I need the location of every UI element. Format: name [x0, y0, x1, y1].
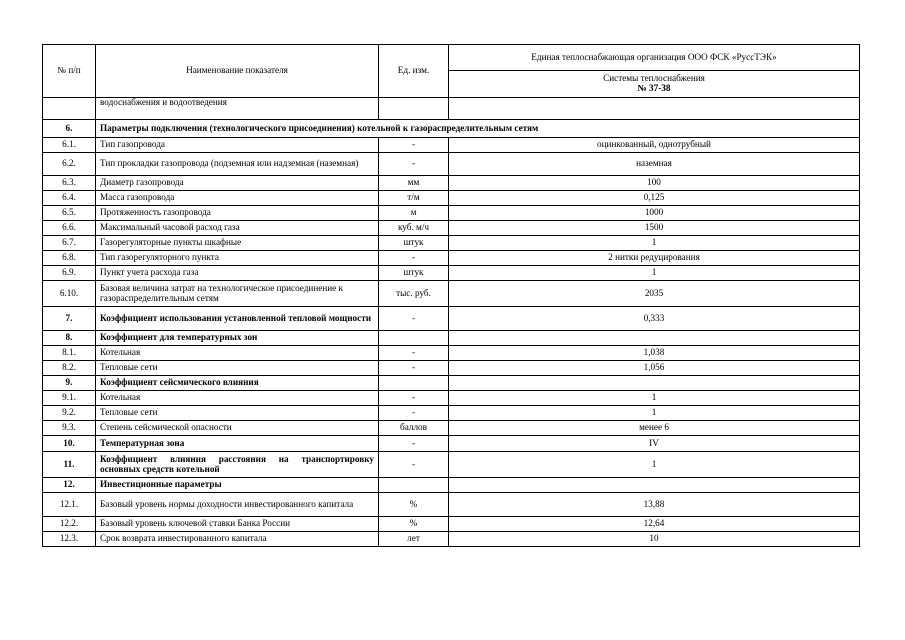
row-name: Срок возврата инвестированного капитала: [96, 532, 379, 547]
row-unit: -: [379, 391, 449, 406]
row-value: 1,038: [449, 346, 860, 361]
row-value: 1: [449, 266, 860, 281]
parameters-table: [42, 44, 860, 547]
section-row-6: 6. Параметры подключения (технологического присоединения) котельной к газораспределительным сетям: [43, 120, 860, 138]
section-title-6: Параметры подключения (технологического присоединения) котельной к газораспределительным сетям: [96, 120, 860, 138]
table-row-7: 7. Коэффициент использования установленной тепловой мощности - 0,333: [43, 307, 860, 331]
row-number: 6.9.: [43, 266, 96, 281]
row-number: 6.8.: [43, 251, 96, 266]
section-title-8: Коэффициент для температурных зон: [96, 331, 379, 346]
row-value: 12,64: [449, 517, 860, 532]
row-name: Базовый уровень ключевой ставки Банка России: [96, 517, 379, 532]
row-name: Тип прокладки газопровода (подземная или надземная (наземная): [96, 153, 379, 176]
row-unit: мм: [379, 176, 449, 191]
section-row-9: 9. Коэффициент сейсмического влияния: [43, 376, 860, 391]
row-name: Газорегуляторные пункты шкафные: [96, 236, 379, 251]
row-number: 6.5.: [43, 206, 96, 221]
row-value: 100: [449, 176, 860, 191]
row-value: оцинкованный, однотрубный: [449, 138, 860, 153]
row-number: 8.1.: [43, 346, 96, 361]
table-row: [43, 206, 860, 221]
row-unit: -: [379, 138, 449, 153]
table-row: [43, 153, 860, 176]
row-name: Степень сейсмической опасности: [96, 421, 379, 436]
table-row: [43, 176, 860, 191]
row-unit: %: [379, 493, 449, 517]
section-row-8: 8. Коэффициент для температурных зон: [43, 331, 860, 346]
row-value: 13,88: [449, 493, 860, 517]
row-name: Тип газорегуляторного пункта: [96, 251, 379, 266]
row-unit: лет: [379, 532, 449, 547]
row-value: менее 6: [449, 421, 860, 436]
row-number: 6.6.: [43, 221, 96, 236]
row-value: 1: [449, 406, 860, 421]
row-unit: %: [379, 517, 449, 532]
table-row: [43, 517, 860, 532]
row-unit: тыс. руб.: [379, 281, 449, 307]
table-row: [43, 266, 860, 281]
row-value: 1,056: [449, 361, 860, 376]
row-number: 6.2.: [43, 153, 96, 176]
row-value: 2035: [449, 281, 860, 307]
row-unit: т/м: [379, 191, 449, 206]
header-systems-label: Системы теплоснабжения: [603, 73, 705, 84]
row-name: Тепловые сети: [96, 406, 379, 421]
rows-section-9: [43, 391, 860, 436]
row-number: 12.2.: [43, 517, 96, 532]
row-name: Базовая величина затрат на технологическое присоединение к газораспределительным сетям: [96, 281, 379, 307]
row-name: Пункт учета расхода газа: [96, 266, 379, 281]
row-name: Протяженность газопровода: [96, 206, 379, 221]
header-name: Наименование показателя: [96, 45, 379, 98]
row-name: Котельная: [96, 346, 379, 361]
row-value: 0,125: [449, 191, 860, 206]
table-row: [43, 221, 860, 236]
table-row: [43, 251, 860, 266]
row-unit: -: [379, 361, 449, 376]
header-org: Единая теплоснабжающая организация ООО ФСК «РуссТЭК»: [449, 45, 860, 71]
row-value: 2 нитки редуцирования: [449, 251, 860, 266]
table-row: [43, 406, 860, 421]
table-row-carryover: [43, 98, 860, 120]
table-row-11: 11. Коэффициент влияния расстояния на транспортировку основных средств котельной - 1: [43, 452, 860, 478]
row-name: Котельная: [96, 391, 379, 406]
table-row: [43, 191, 860, 206]
row-unit: -: [379, 346, 449, 361]
table-row: [43, 346, 860, 361]
table-row: [43, 493, 860, 517]
header-unit: Ед. изм.: [379, 45, 449, 98]
table-row-10: 10. Температурная зона - IV: [43, 436, 860, 452]
rows-section-12: [43, 493, 860, 547]
row-name: Тепловые сети: [96, 361, 379, 376]
row-number: 8.2.: [43, 361, 96, 376]
table-row: [43, 532, 860, 547]
row-name: Максимальный часовой расход газа: [96, 221, 379, 236]
row-value: 1000: [449, 206, 860, 221]
row-unit: куб. м/ч: [379, 221, 449, 236]
row-number: 9.3.: [43, 421, 96, 436]
row-name: Тип газопровода: [96, 138, 379, 153]
row-value: наземная: [449, 153, 860, 176]
row-name: Диаметр газопровода: [96, 176, 379, 191]
row-value: 1: [449, 391, 860, 406]
header-systems-number: № 37-38: [637, 83, 671, 93]
row-unit: баллов: [379, 421, 449, 436]
row-number: 6.3.: [43, 176, 96, 191]
section-title-9: Коэффициент сейсмического влияния: [96, 376, 379, 391]
section-row-12: 12. Инвестиционные параметры: [43, 478, 860, 493]
rows-section-6: [43, 138, 860, 307]
row-number: 6.1.: [43, 138, 96, 153]
row-unit: м: [379, 206, 449, 221]
row-number: 9.1.: [43, 391, 96, 406]
row-name: Масса газопровода: [96, 191, 379, 206]
table-row: [43, 236, 860, 251]
row-unit: -: [379, 406, 449, 421]
table-row: [43, 361, 860, 376]
row-number: 9.2.: [43, 406, 96, 421]
rows-section-8: [43, 346, 860, 376]
row-number: 6.4.: [43, 191, 96, 206]
section-title-12: Инвестиционные параметры: [96, 478, 379, 493]
table-row: [43, 391, 860, 406]
row-number: 6.10.: [43, 281, 96, 307]
row-value: 1500: [449, 221, 860, 236]
row-unit: -: [379, 251, 449, 266]
header-num: № п/п: [43, 45, 96, 98]
table-row: [43, 421, 860, 436]
row-name: Базовый уровень нормы доходности инвестированного капитала: [96, 493, 379, 517]
row-number: 12.3.: [43, 532, 96, 547]
row-unit: штук: [379, 236, 449, 251]
row-number: 6.7.: [43, 236, 96, 251]
header-systems: [449, 71, 860, 98]
row-unit: штук: [379, 266, 449, 281]
row-value: 1: [449, 236, 860, 251]
row-number: 12.1.: [43, 493, 96, 517]
row-unit: -: [379, 153, 449, 176]
row-value: 10: [449, 532, 860, 547]
table-row: [43, 281, 860, 307]
carryover-text: водоснабжения и водоотведения: [96, 98, 379, 120]
table-row: [43, 138, 860, 153]
